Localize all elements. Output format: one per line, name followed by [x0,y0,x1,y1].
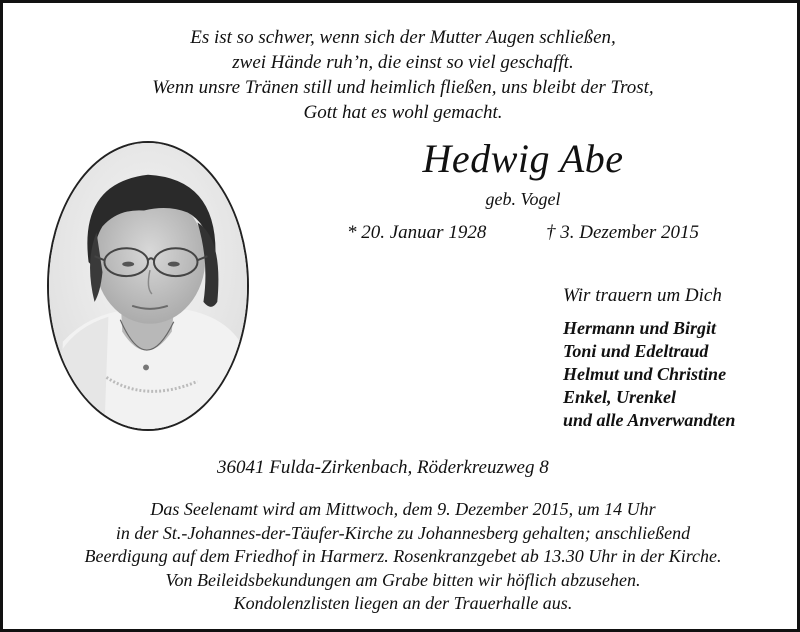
memorial-poem [3,25,800,125]
poem-line: zwei Hände ruh’n, die einst so viel geschafft. [232,52,574,73]
family-address: 36041 Fulda-Zirkenbach, Röderkreuzweg 8 [217,457,549,478]
mourner-name: Toni und Edeltraud [563,341,709,361]
mourner-name: Enkel, Urenkel [563,387,677,407]
poem-line: Es ist so schwer, wenn sich der Mutter Augen schließen, [190,27,616,48]
mourner-name: und alle Anverwandten [563,410,736,430]
deceased-name: Hedwig Abe [422,136,624,181]
service-line: Kondolenzlisten liegen an der Trauerhalle aus. [233,593,573,613]
service-line: Das Seelenamt wird am Mittwoch, dem 9. Dezember 2015, um 14 Uhr [150,499,656,519]
mourning-intro: Wir trauern um Dich [563,285,722,306]
service-line: Beerdigung auf dem Friedhof in Harmerz. Rosenkranzgebet ab 13.30 Uhr in der Kirche. [84,546,722,566]
funeral-service-info [3,498,800,616]
mourner-name: Helmut und Christine [563,364,727,384]
service-line: in der St.-Johannes-der-Täufer-Kirche zu Johannesberg gehalten; anschließend [115,522,691,543]
maiden-name: geb. Vogel [485,189,561,209]
mourners-list [563,317,735,432]
birth-date: * 20. Januar 1928 [347,222,487,243]
poem-line: Gott hat es wohl gemacht. [303,102,503,123]
poem-line: Wenn unsre Tränen still und heimlich fließen, uns bleibt der Trost, [152,77,654,98]
portrait-photo [47,141,249,431]
death-date: † 3. Dezember 2015 [546,222,700,243]
portrait-image [49,143,247,429]
mourner-name: Hermann und Birgit [563,318,717,338]
service-line: Von Beileidsbekundungen am Grabe bitten wir höflich abzusehen. [165,569,641,590]
